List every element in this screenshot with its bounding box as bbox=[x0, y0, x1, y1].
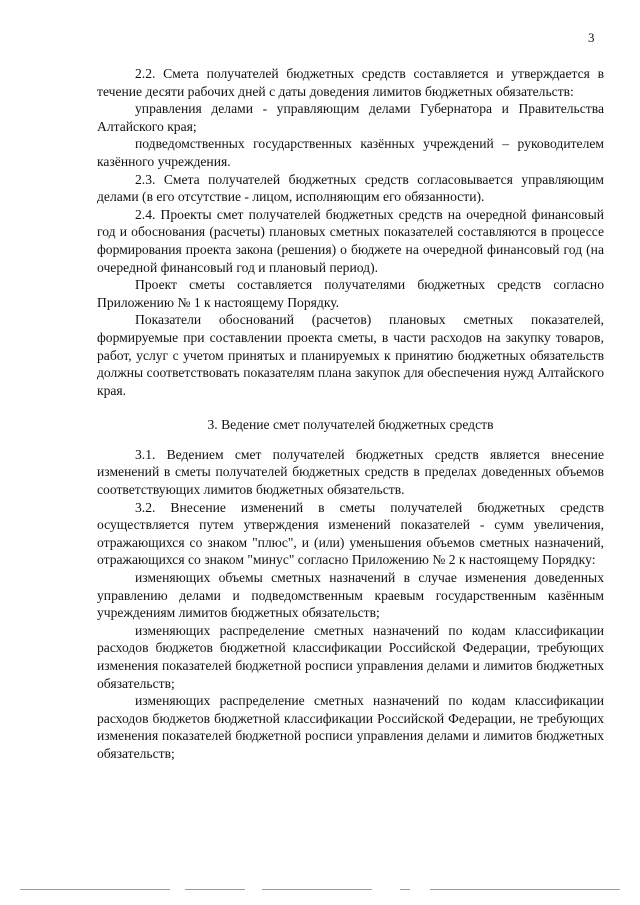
paragraph-indicators: Показатели обоснований (расчетов) плановых сметных показателей, формируемые при составлении проекта сметы, в части расходов на закупку товаров, работ, услуг с учетом принятых и планируемых к принятию бюджетных обязательств должны соответствовать показателям плана закупок для обеспечения нужд Алтайского края. bbox=[97, 312, 604, 398]
paragraph-2-2-item-institutions: подведомственных государственных казённых учреждений – руководителем казённого учреждения. bbox=[97, 136, 604, 169]
paragraph-3-2: 3.2. Внесение изменений в сметы получателей бюджетных средств осуществляется путем утверждения изменений показателей - сумм увеличения, отражающихся со знаком "плюс", и (или) уменьшения объемов сметных назначений, отражающихся со знаком "минус" согласно Приложению № 2 к настоящему Порядку: bbox=[97, 499, 604, 568]
paragraph-3-2-item-distribution-not-requiring: изменяющих распределение сметных назначений по кодам классификации расходов бюджетов бюджетной классификации Российской Федерации, не требующих изменения показателей бюджетной росписи управления делами и лимитов бюджетных обязательств; bbox=[97, 693, 604, 761]
paragraph-3-2-item-distribution-requiring: изменяющих распределение сметных назначений по кодам классификации расходов бюджетов бюджетной классификации Российской Федерации, требующих изменения показателей бюджетной росписи управления делами и лимитов бюджетных обязательств; bbox=[97, 622, 604, 691]
paragraph-2-2: 2.2. Смета получателей бюджетных средств составляется и утверждается в течение десяти рабочих дней с даты доведения лимитов бюджетных обязательств: bbox=[97, 66, 604, 99]
paragraph-2-4: 2.4. Проекты смет получателей бюджетных средств на очередной финансовый год и обоснования (расчеты) плановых сметных показателей составляются в процессе формирования проекта закона (решения) о бюджете на очередной финансовый год (на очередной финансовый год и плановый период). bbox=[97, 206, 604, 275]
paragraph-3-2-item-volumes: изменяющих объемы сметных назначений в случае изменения доведенных управлению делами и подведомственным краевым государственным казённым учреждениям лимитов бюджетных обязательств; bbox=[97, 570, 604, 621]
scan-artifact-line bbox=[20, 889, 170, 890]
paragraph-3-1: 3.1. Ведением смет получателей бюджетных средств является внесение изменений в сметы получателей бюджетных средств в пределах доведенных объемов соответствующих лимитов бюджетных обязательств. bbox=[97, 446, 604, 498]
document-body bbox=[97, 65, 604, 763]
paragraph-2-2-item-management: управления делами - управляющим делами Губернатора и Правительства Алтайского края; bbox=[97, 101, 604, 134]
scan-artifact-line bbox=[185, 889, 245, 890]
paragraph-draft-estimate: Проект сметы составляется получателями бюджетных средств согласно Приложению № 1 к настоящему Порядку. bbox=[97, 277, 604, 310]
paragraph-2-3: 2.3. Смета получателей бюджетных средств согласовывается управляющим делами (в его отсутствие - лицом, исполняющим его обязанности). bbox=[97, 171, 604, 205]
scan-artifact-line bbox=[430, 889, 620, 890]
section-3-heading: 3. Ведение смет получателей бюджетных средств bbox=[207, 417, 494, 433]
scan-artifact-line bbox=[400, 889, 410, 890]
scan-artifact-line bbox=[262, 889, 372, 890]
page-number: 3 bbox=[588, 30, 595, 45]
